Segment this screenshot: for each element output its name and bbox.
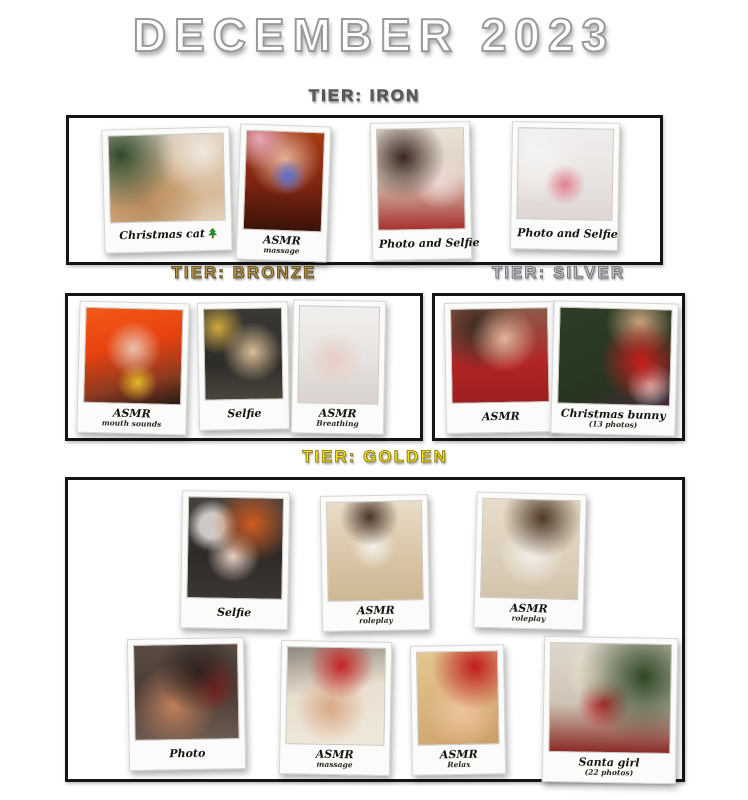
photo-placeholder	[186, 496, 284, 600]
polaroid-subcaption: roleplay	[511, 613, 546, 624]
photo-placeholder	[416, 650, 500, 745]
polaroid-asmr-relax	[410, 644, 506, 776]
polaroid-caption: Selfie	[227, 406, 262, 421]
tier-iron-panel	[66, 115, 663, 265]
polaroid-photo-and-selfie-1	[370, 121, 480, 261]
tier-bronze-label: TIER: BRONZE	[171, 263, 317, 282]
photo-placeholder	[133, 643, 240, 741]
photo-placeholder	[480, 498, 581, 601]
polaroid-photo-golden	[127, 637, 246, 771]
polaroid-subcaption: massage	[263, 245, 300, 256]
tier-bronze-panel	[65, 293, 423, 441]
polaroid-asmr-massage	[236, 123, 332, 262]
polaroid-caption: Santa girl	[578, 755, 640, 770]
polaroid-caption: ASMR	[112, 406, 151, 421]
polaroid-christmas-cat	[101, 126, 232, 253]
polaroid-caption: Photo and Selfie	[517, 226, 618, 242]
polaroid-subcaption: mouth sounds	[101, 418, 162, 430]
polaroid-asmr-roleplay-1	[320, 494, 430, 632]
polaroid-subcaption: massage	[316, 760, 353, 770]
tier-iron-label: TIER: IRON	[308, 86, 421, 105]
polaroid-asmr-mouth-sounds	[76, 301, 189, 436]
polaroid-caption: ASMR	[318, 406, 357, 421]
polaroid-subcaption: roleplay	[358, 616, 394, 626]
polaroid-caption: ASMR	[439, 747, 478, 762]
polaroid-subcaption: Breathing	[316, 418, 359, 429]
polaroid-caption: Christmas cat	[111, 228, 225, 245]
polaroid-caption: ASMR	[481, 409, 520, 424]
photo-placeholder	[548, 642, 672, 754]
polaroid-selfie-golden	[180, 490, 290, 630]
page-title: DECEMBER 2023	[132, 9, 616, 61]
polaroid-asmr-silver	[444, 301, 556, 434]
polaroid-asmr-roleplay-2	[473, 492, 587, 631]
photo-placeholder	[376, 127, 466, 231]
polaroid-caption: ASMR	[315, 747, 354, 762]
polaroid-asmr-breathing	[291, 299, 386, 435]
polaroid-subcaption: (13 photos)	[588, 419, 638, 430]
tier-silver-label: TIER: SILVER	[491, 263, 626, 282]
photo-placeholder	[450, 307, 550, 404]
tier-golden-panel	[65, 477, 685, 782]
photo-placeholder	[516, 127, 614, 221]
polaroid-caption: Selfie	[216, 605, 252, 620]
photo-placeholder	[108, 133, 226, 224]
photo-placeholder	[557, 307, 673, 407]
polaroid-subcaption: Relax	[447, 760, 471, 770]
tier-golden-label: TIER: GOLDEN	[302, 447, 448, 466]
photo-placeholder	[203, 307, 284, 400]
polaroid-photo-and-selfie-2	[510, 121, 620, 251]
christmas-tree-icon	[208, 228, 217, 242]
polaroid-caption: ASMR	[356, 603, 395, 618]
polaroid-caption: Photo and Selfie	[378, 236, 480, 251]
polaroid-caption: ASMR	[509, 601, 548, 616]
photo-placeholder	[243, 130, 325, 233]
polaroid-subcaption: (22 photos)	[584, 767, 634, 778]
polaroid-christmas-bunny	[550, 300, 678, 436]
polaroid-caption: Photo	[169, 746, 206, 761]
photo-placeholder	[326, 500, 424, 602]
polaroid-asmr-massage-golden	[279, 640, 392, 776]
polaroid-santa-girl	[542, 636, 679, 784]
photo-placeholder	[83, 307, 183, 406]
tier-silver-panel	[432, 293, 685, 441]
photo-placeholder	[297, 305, 380, 404]
polaroid-caption: Christmas bunny	[560, 406, 666, 423]
photo-placeholder	[285, 646, 386, 746]
polaroid-selfie-bronze	[197, 301, 290, 431]
polaroid-caption: ASMR	[262, 233, 301, 248]
